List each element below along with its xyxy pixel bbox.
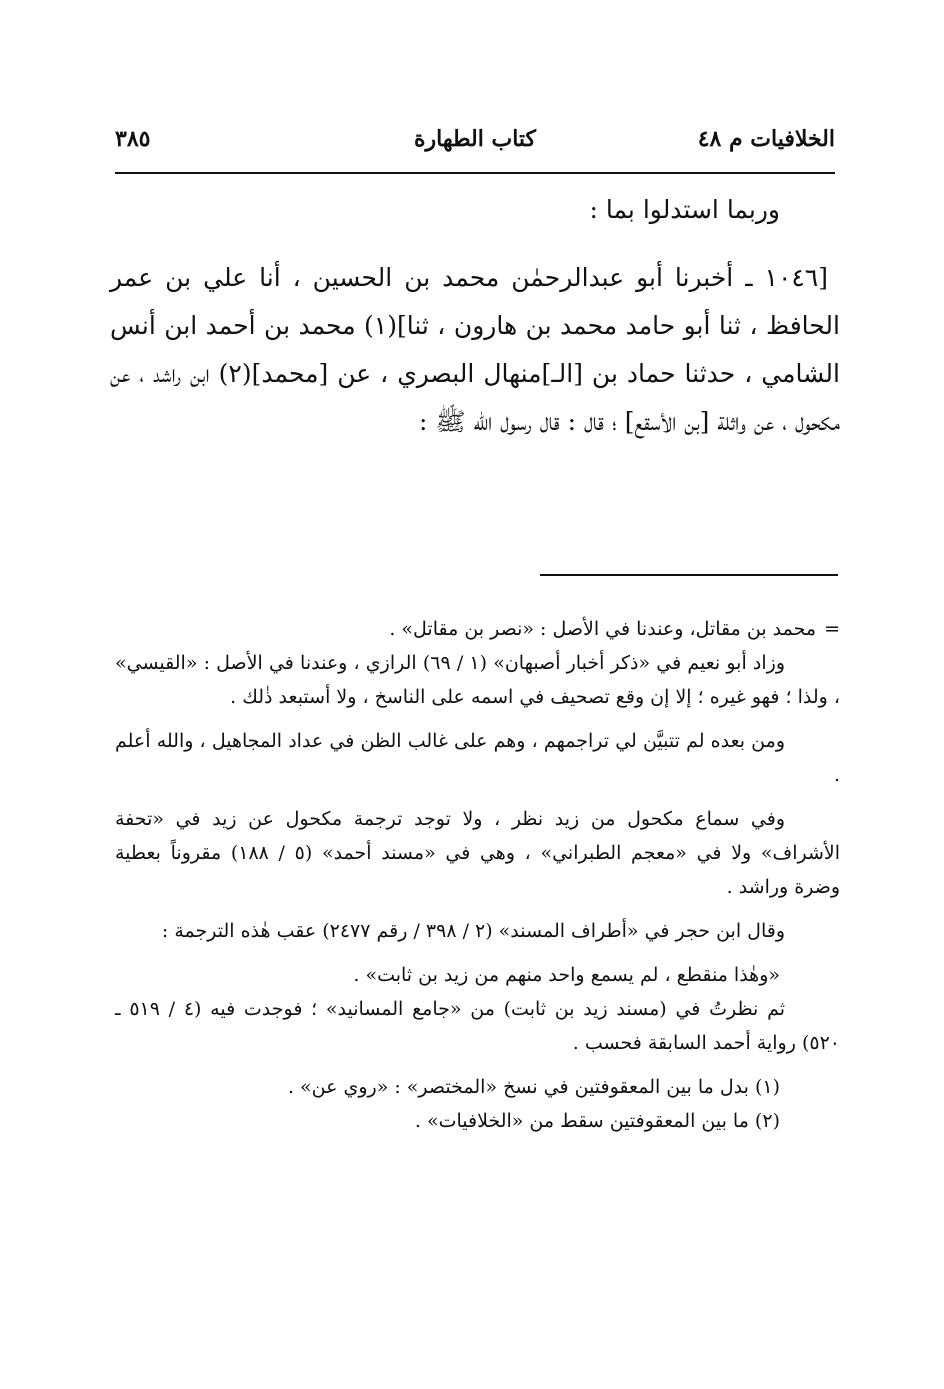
- main-text: [110, 186, 840, 446]
- hadith-1046: [١٠٤٦ ـ أخبرنا أبو عبدالرحمٰن محمد بن الحسين ، أنا علي بن عمر الحافظ ، ثنا أبو حامد محمد بن هارون ، ثنا](١) محمد بن أحمد ابن أنس الشامي ، حدثنا حماد بن [الـ]منهال البصري ، عن [محمد](٢) ابن راشد ، عن مكحول ، عن واثلة [بن الأسقع] ؛ قال : قال رسول الله ﷺ :: [110, 263, 840, 436]
- footnotes: [115, 612, 840, 1138]
- footnote-text: محمد بن مقاتل، وعندنا في الأصل : «نصر بن مقاتل» .: [389, 618, 817, 640]
- page-header: [115, 126, 835, 166]
- page-number: ٣٨٥: [115, 126, 151, 152]
- footnote-paragraph: ومن بعده لم تتبيَّن لي تراجمهم ، وهم على غالب الظن في عداد المجاهيل ، والله أعلم .: [115, 730, 840, 786]
- continuation-mark: =: [824, 618, 840, 640]
- running-head-volume: الخلافيات م ٤٨: [697, 126, 835, 152]
- header-divider: [115, 172, 835, 174]
- footnote-divider: [540, 574, 838, 576]
- footnote-continuation: [115, 612, 840, 646]
- footnote-paragraph: ثم نظرتُ في (مسند زيد بن ثابت) من «جامع المسانيد» ؛ فوجدت فيه (٤ / ٥١٩ ـ ٥٢٠) رواية أحمد السابقة فحسب .: [115, 998, 840, 1054]
- running-head-chapter: كتاب الطهارة: [413, 126, 537, 152]
- footnote-2: (٢) ما بين المعقوفتين سقط من «الخلافيات» .: [414, 1110, 780, 1132]
- footnote-paragraph: وزاد أبو نعيم في «ذكر أخبار أصبهان» (١ / ٦٩) الرازي ، وعندنا في الأصل : «القيسي» ، ولذا ؛ فهو غيره ؛ إلا إن وقع تصحيف في اسمه على الناسخ ، ولا أستبعد ذٰلك .: [115, 652, 840, 708]
- footnote-paragraph: وقال ابن حجر في «أطراف المسند» (٢ / ٣٩٨ / رقم ٢٤٧٧) عقب هٰذه الترجمة :: [161, 920, 785, 942]
- footnote-quote: «وهٰذا منقطع ، لم يسمع واحد منهم من زيد بن ثابت» .: [353, 964, 780, 986]
- intro-line: وربما استدلوا بما :: [589, 195, 780, 224]
- footnote-paragraph: وفي سماع مكحول من زيد نظر ، ولا توجد ترجمة مكحول عن زيد في «تحفة الأشراف» ولا في «معجم الطبراني» ، وهي في «مسند أحمد» (٥ / ١٨٨) مقروناً بعطية وضرة وراشد .: [115, 808, 840, 898]
- footnote-1: (١) بدل ما بين المعقوفتين في نسخ «المختصر» : «روي عن» .: [287, 1076, 780, 1098]
